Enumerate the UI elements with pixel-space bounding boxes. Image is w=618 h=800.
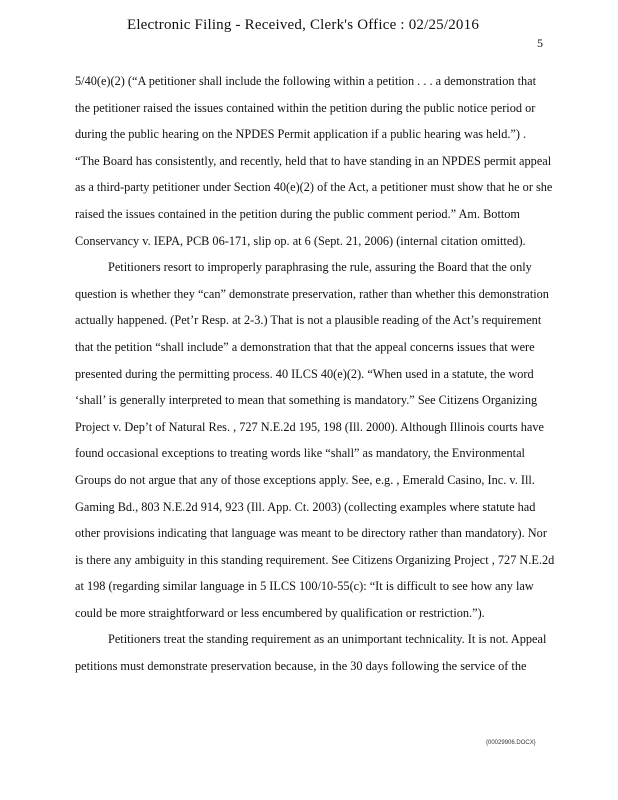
page-number: 5 — [537, 36, 543, 50]
text-line: the petitioner raised the issues contained within the petition during the public notice period or — [75, 100, 536, 115]
text-line: that the petition “shall include” a demonstration that that the appeal concerns issues that were — [75, 339, 535, 354]
paragraph-start-line: Petitioners resort to improperly paraphrasing the rule, assuring the Board that the only — [108, 260, 532, 275]
text-line: as a third-party petitioner under Section 40(e)(2) of the Act, a petitioner must show that he or she — [75, 180, 553, 195]
text-line: “The Board has consistently, and recently, held that to have standing in an NPDES permit appeal — [75, 153, 552, 168]
text-line: Conservancy v. IEPA, PCB 06-171, slip op. at 6 (Sept. 21, 2006) (internal citation omitted). — [75, 233, 526, 248]
text-line: petitions must demonstrate preservation because, in the 30 days following the service of the — [75, 659, 527, 674]
text-line: other provisions indicating that language was meant to be directory rather than mandatory). Nor — [75, 526, 547, 541]
paragraph-start-line: Petitioners treat the standing requirement as an unimportant technicality. It is not. Appeal — [108, 632, 547, 647]
document-id: {00029906.DOCX} — [486, 740, 536, 746]
body-text — [75, 68, 575, 680]
text-line: presented during the permitting process. 40 ILCS 40(e)(2). “When used in a statute, the word — [75, 366, 534, 381]
text-line: question is whether they “can” demonstrate preservation, rather than whether this demonstration — [75, 286, 549, 301]
text-line: at 198 (regarding similar language in 5 ILCS 100/10-55(c): “It is difficult to see how any law — [75, 579, 534, 594]
text-line: actually happened. (Pet’r Resp. at 2-3.) That is not a plausible reading of the Act’s requirement — [75, 313, 542, 328]
text-line: is there any ambiguity in this standing requirement. See Citizens Organizing Project , 727 N.E.2d — [75, 552, 555, 567]
text-line: Groups do not argue that any of those exceptions apply. See, e.g. , Emerald Casino, Inc. v. Ill. — [75, 472, 535, 487]
text-line: could be more straightforward or less encumbered by qualification or restriction.”). — [75, 605, 485, 620]
text-line: raised the issues contained in the petition during the public comment period.” Am. Bottom — [75, 206, 520, 221]
text-line: found occasional exceptions to treating words like “shall” as mandatory, the Environmental — [75, 446, 525, 461]
filing-stamp: Electronic Filing - Received, Clerk's Office : 02/25/2016 — [126, 17, 480, 33]
text-line: 5/40(e)(2) (“A petitioner shall include the following within a petition . . . a demonstration that — [75, 74, 537, 88]
text-line: during the public hearing on the NPDES Permit application if a public hearing was held.”) . — [75, 127, 527, 142]
text-line: Project v. Dep’t of Natural Res. , 727 N.E.2d 195, 198 (Ill. 2000). Although Illinois courts have — [75, 419, 544, 434]
text-line: Gaming Bd., 803 N.E.2d 914, 923 (Ill. App. Ct. 2003) (collecting examples where statute had — [75, 499, 536, 514]
text-line: ‘shall’ is generally interpreted to mean that something is mandatory.” See Citizens Organizing — [75, 393, 538, 408]
